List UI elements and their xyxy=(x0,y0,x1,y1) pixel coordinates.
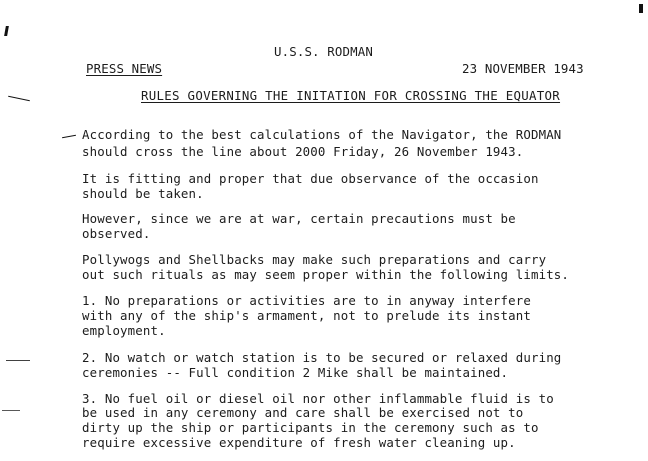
paragraph-line: employment. xyxy=(82,323,166,338)
paragraph-line: 3. No fuel oil or diesel oil nor other inflammable fluid is to xyxy=(82,391,554,406)
margin-arrow-mark xyxy=(62,135,76,138)
paragraph-line: However, since we are at war, certain precautions must be xyxy=(82,211,516,226)
scan-margin-dash-1 xyxy=(8,96,30,102)
paragraph-line: require excessive expenditure of fresh water cleaning up. xyxy=(82,435,516,450)
paragraph-line: According to the best calculations of the Navigator, the RODMAN xyxy=(82,127,562,142)
press-news-heading: PRESS NEWS xyxy=(86,61,163,76)
paragraph-line: observed. xyxy=(82,226,151,241)
scan-margin-dash-2 xyxy=(6,360,30,361)
paragraph-line: should be taken. xyxy=(82,186,204,201)
document-title: RULES GOVERNING THE INITATION FOR CROSSING THE EQUATOR xyxy=(141,88,561,103)
paragraph-line: Pollywogs and Shellbacks may make such preparations and carry xyxy=(82,252,547,267)
paragraph-line: It is fitting and proper that due observance of the occasion xyxy=(82,171,539,186)
paragraph-line: ceremonies -- Full condition 2 Mike shall be maintained. xyxy=(82,365,509,380)
scan-margin-mark-top-right xyxy=(639,4,643,13)
paragraph-line: with any of the ship's armament, not to prelude its instant xyxy=(82,308,531,323)
paragraph-line: be used in any ceremony and care shall be exercised not to xyxy=(82,405,524,420)
paragraph-line: 2. No watch or watch station is to be secured or relaxed during xyxy=(82,350,562,365)
paragraph-line: dirty up the ship or participants in the ceremony such as to xyxy=(82,420,539,435)
document-date: 23 NOVEMBER 1943 xyxy=(462,61,584,76)
paragraph-line: 1. No preparations or activities are to in anyway interfere xyxy=(82,293,531,308)
paragraph-line: out such rituals as may seem proper within the following limits. xyxy=(82,267,570,282)
scan-margin-dash-3 xyxy=(2,410,20,411)
ship-name: U.S.S. RODMAN xyxy=(274,44,373,59)
paragraph-line: should cross the line about 2000 Friday, 26 November 1943. xyxy=(82,144,524,159)
scan-margin-mark-top-left xyxy=(4,26,9,36)
